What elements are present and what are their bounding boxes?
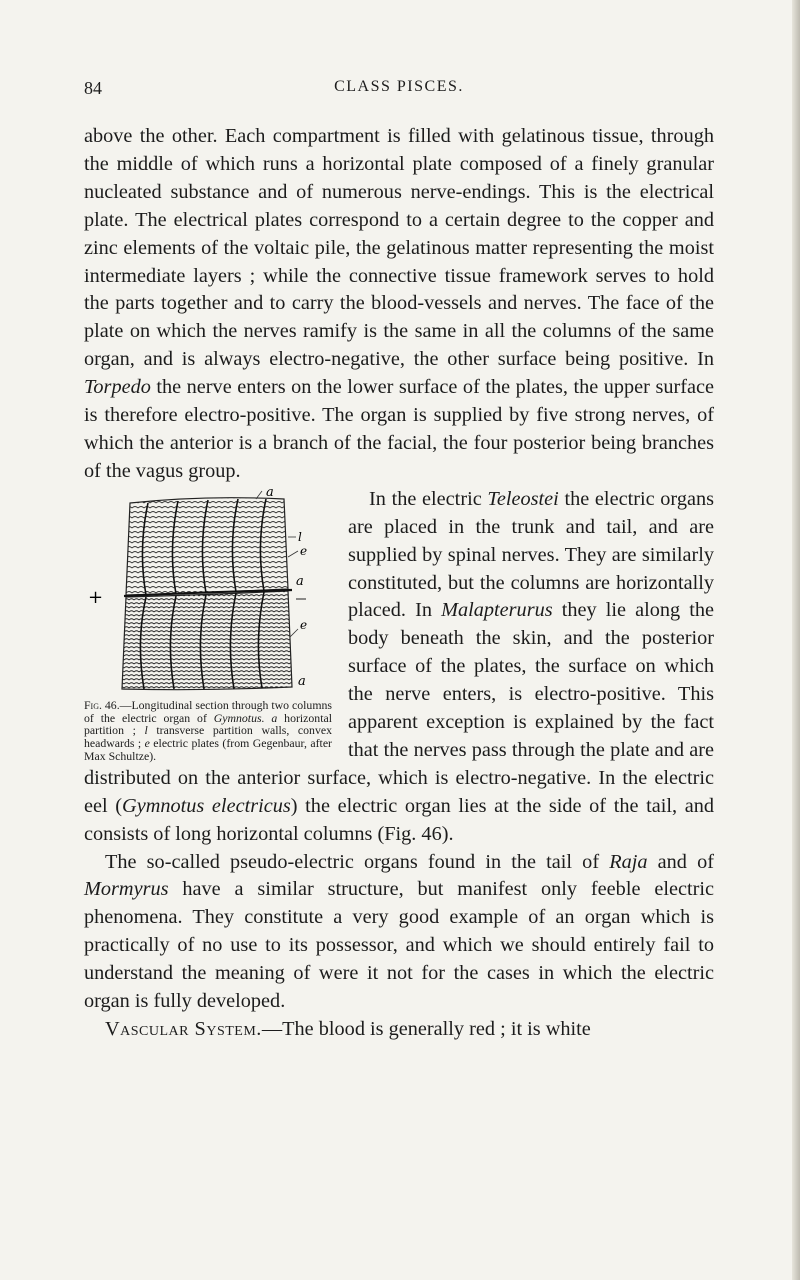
page-number: 84: [84, 78, 102, 98]
text-run: horizontal partition ;: [84, 710, 333, 738]
section-heading: Vascular System.: [105, 1018, 262, 1040]
genus-name: Malapterurus: [441, 599, 553, 622]
label-a-top: a: [266, 488, 274, 500]
text-run: transverse partition walls, convex headwards ;: [84, 723, 332, 751]
label-ref: a: [271, 710, 278, 725]
page-edge-shadow: [792, 0, 800, 1280]
label-ref: l: [144, 723, 148, 738]
text-run: have a similar structure, but manifest only feeble electric phenomena. They constitute a very good example of an organ which is practically of no use to its possessor, and which we should entirely fail to understand the meaning of were it not for the cases in which the electric organ is fully developed.: [84, 878, 714, 1013]
label-plus: +: [88, 586, 104, 608]
label-l: l: [298, 529, 302, 544]
paragraph-pseudo-electric: [84, 849, 714, 1016]
electric-organ-illustration: [84, 489, 330, 695]
taxon-name: Teleostei: [487, 487, 559, 510]
genus-name: Mormyrus: [84, 878, 169, 901]
text-run: ) the electric organ lies at the side of the tail, and consists of long horizontal columns (Fig. 46).: [84, 794, 715, 845]
label-ref: e: [144, 736, 150, 751]
label-e-mid: e: [300, 617, 308, 632]
label-e-top: e: [300, 543, 308, 558]
text-run: they lie along the body beneath the skin, and the posterior surface of the plates, the surface on which the nerve enters, is electro-positive. This apparent exception is explained by the fact that the nerves pass through the plate and are distributed on the anterior surface, which is electro-negative. In the electric eel (: [84, 599, 715, 817]
text-run: The so-called pseudo-electric organs found in the tail of: [105, 850, 610, 873]
label-a-bottom: a: [298, 673, 306, 689]
figure-46: [84, 486, 334, 763]
text-run: In the electric: [369, 487, 488, 510]
figure-number: Fig. 46.: [84, 697, 120, 712]
species-name: Gymnotus electricus: [122, 794, 291, 817]
text-run: the electric organs are placed in the trunk and tail, and are supplied by spinal nerves. They are similarly constituted, but the columns are horizontally placed. In: [348, 487, 714, 622]
paragraph-vascular-system: [84, 1016, 714, 1044]
genus-name: Raja: [609, 850, 648, 873]
text-run: electric plates (from Gegenbaur, after Max Schultze).: [84, 736, 332, 763]
text-run: the nerve enters on the lower surface of the plates, the upper surface is therefore electro-positive. The organ is supplied by five strong nerves, of which the anterior is a branch of the facial, the four posterior being branches of the vagus group.: [84, 376, 714, 482]
figure-caption: [84, 699, 334, 763]
paragraph-electrical-plate: [84, 123, 714, 486]
genus-name: Gymnotus.: [213, 710, 265, 725]
text-run: and of: [647, 850, 714, 873]
text-run: above the other. Each compartment is filled with gelatinous tissue, through the middle of which runs a horizontal plate composed of a finely granular nucleated substance and of numerous nerve-endings. This is the electrical plate. The electrical plates correspond to a certain degree to the copper and zinc elements of the voltaic pile, the gelatinous matter representing the moist intermediate layers ; while the connective tissue framework serves to hold the parts together and to carry the blood-vessels and nerves. The face of the plate on which the nerves ramify is the same in all the columns of the same organ, and is always electro-negative, the other surface being positive. In: [84, 125, 714, 371]
body-text: [84, 123, 714, 1044]
label-a-mid: a: [296, 573, 304, 589]
text-run: —The blood is generally red ; it is white: [261, 1018, 591, 1040]
genus-name: Torpedo: [84, 376, 151, 399]
text-run: —Longitudinal section through two columns of the electric organ of: [84, 697, 332, 725]
running-head: [84, 78, 714, 102]
running-title: CLASS PISCES.: [334, 78, 464, 95]
